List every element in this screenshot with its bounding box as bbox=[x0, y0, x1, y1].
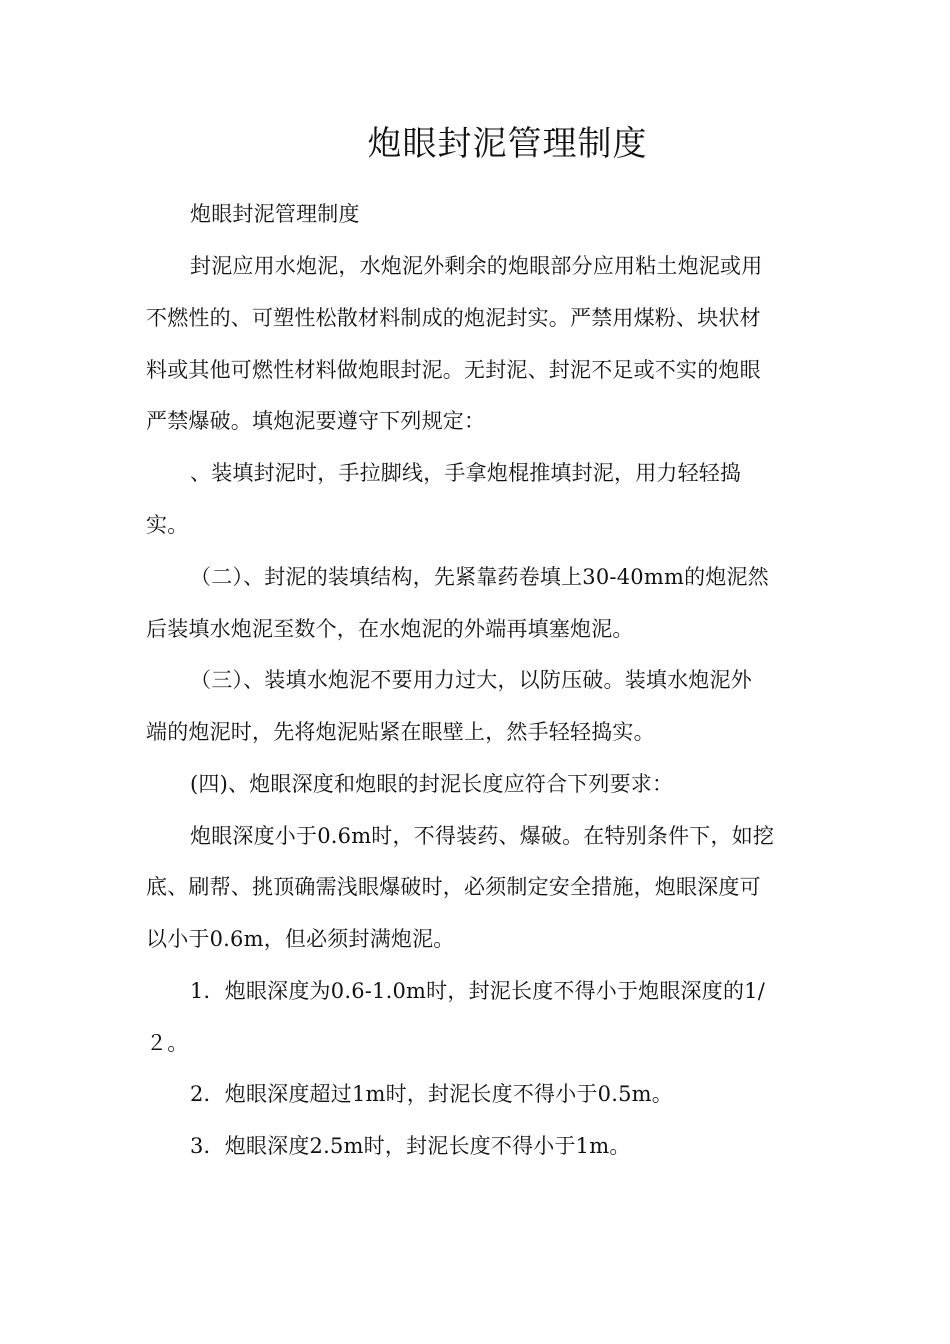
list-item: 1．炮眼深度为0.6-1.0m时，封泥长度不得小于炮眼深度的1/ bbox=[190, 979, 765, 1003]
paragraph-line: 炮眼深度小于0.6m时，不得装药、爆破。在特别条件下，如挖 bbox=[190, 824, 775, 848]
paragraph-line: 实。 bbox=[146, 513, 189, 537]
list-item: 3．炮眼深度2.5m时，封泥长度不得小于1m。 bbox=[190, 1134, 631, 1158]
paragraph-line: （二）、封泥的装填结构，先紧靠药卷填上30-40mm的炮泥然 bbox=[190, 565, 769, 589]
paragraph-line: 底、刷帮、挑顶确需浅眼爆破时，必须制定安全措施，炮眼深度可 bbox=[146, 875, 761, 899]
list-item-continuation: ２。 bbox=[146, 1031, 189, 1055]
paragraph-line: 端的炮泥时，先将炮泥贴紧在眼壁上，然手轻轻捣实。 bbox=[146, 720, 655, 744]
paragraph-line: (四)、炮眼深度和炮眼的封泥长度应符合下列要求： bbox=[190, 772, 674, 796]
paragraph-line: （三）、装填水炮泥不要用力过大，以防压破。装填水炮泥外 bbox=[190, 668, 752, 692]
paragraph-line: 、装填封泥时，手拉脚线，手拿炮棍推填封泥，用力轻轻捣 bbox=[190, 461, 742, 485]
paragraph-line: 以小于0.6m，但必须封满炮泥。 bbox=[146, 927, 455, 951]
list-item: 2．炮眼深度超过1m时，封泥长度不得小于0.5m。 bbox=[190, 1082, 673, 1106]
document-title: 炮眼封泥管理制度 bbox=[367, 124, 648, 164]
paragraph-line: 后装填水炮泥至数个，在水炮泥的外端再填塞炮泥。 bbox=[146, 617, 634, 641]
subtitle-line: 炮眼封泥管理制度 bbox=[190, 202, 360, 226]
paragraph-line: 严禁爆破。填炮泥要遵守下列规定： bbox=[146, 409, 486, 433]
paragraph-line: 封泥应用水炮泥，水炮泥外剩余的炮眼部分应用粘土炮泥或用 bbox=[190, 254, 763, 278]
paragraph-line: 料或其他可燃性材料做炮眼封泥。无封泥、封泥不足或不实的炮眼 bbox=[146, 358, 761, 382]
paragraph-line: 不燃性的、可塑性松散材料制成的炮泥封实。严禁用煤粉、块状材 bbox=[146, 306, 761, 330]
